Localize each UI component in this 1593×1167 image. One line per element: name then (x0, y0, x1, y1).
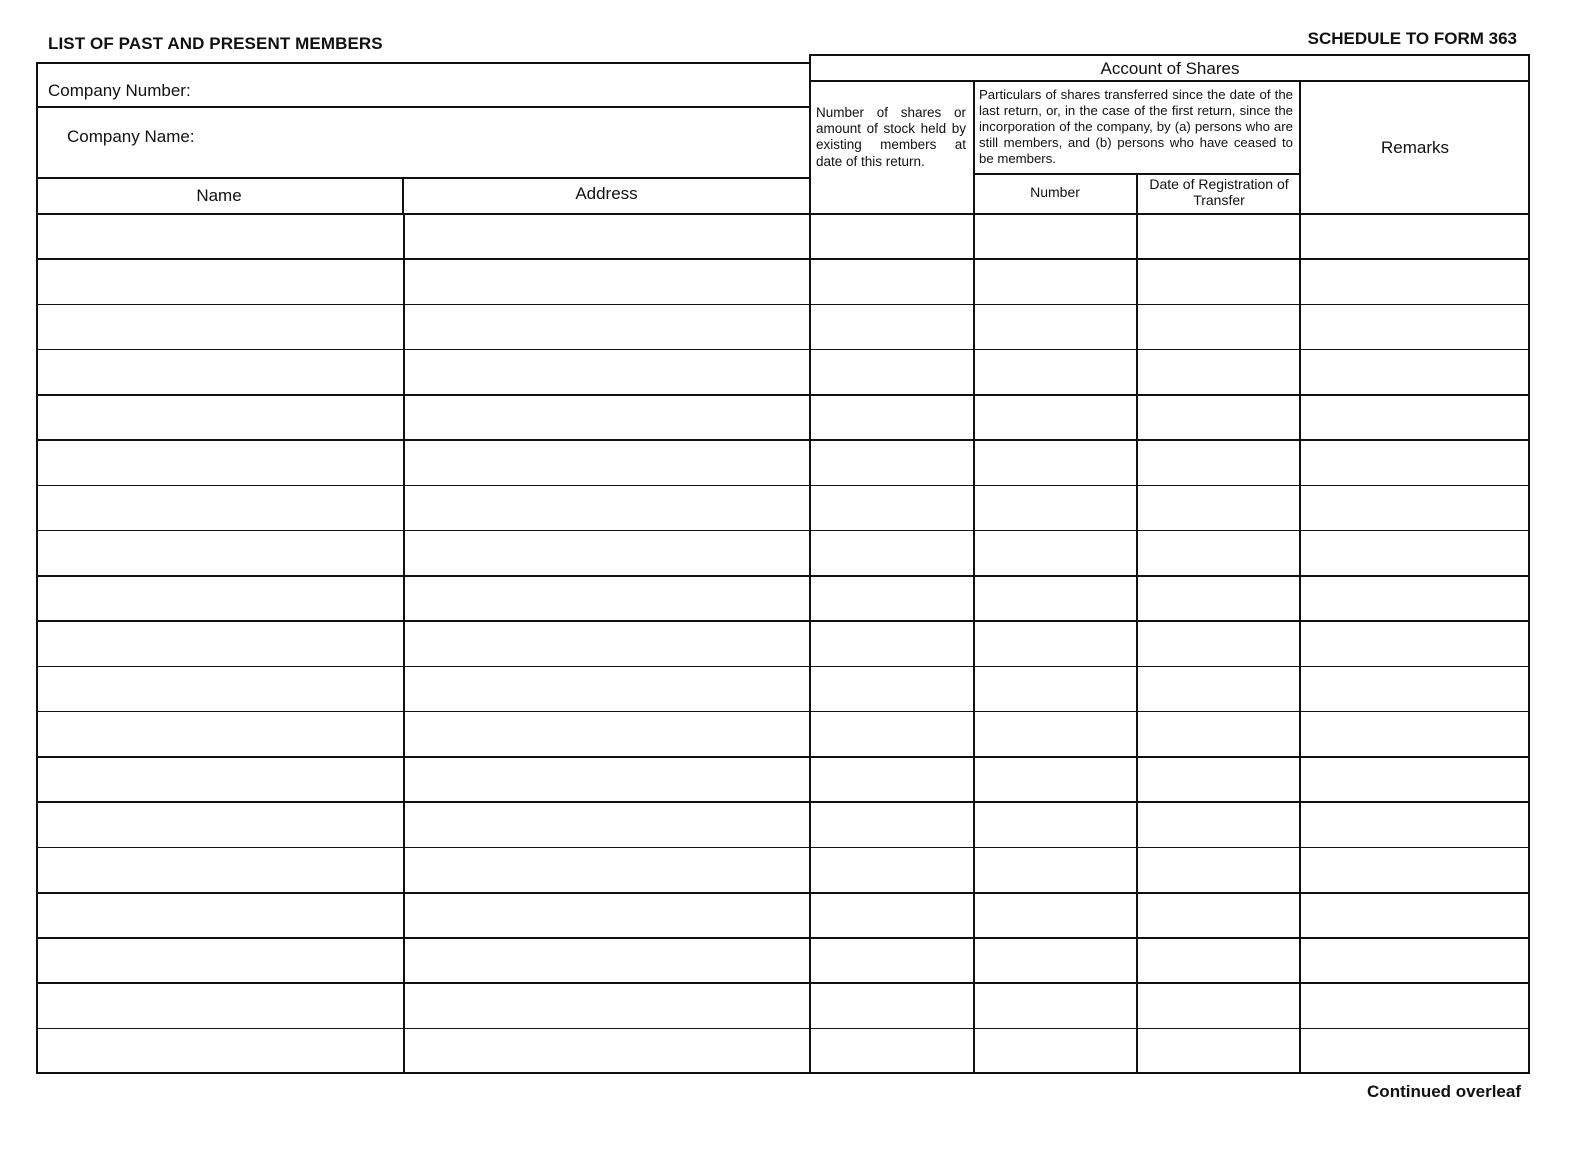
shares-held-cell[interactable] (810, 531, 974, 576)
number-cell[interactable] (974, 848, 1137, 893)
column-divider (1136, 214, 1138, 1074)
shares-held-cell[interactable] (810, 395, 974, 440)
table-row (36, 440, 1530, 485)
remarks-cell[interactable] (1300, 486, 1530, 531)
name-cell[interactable] (36, 848, 403, 893)
date-of-registration-cell[interactable] (1137, 757, 1300, 802)
date-of-registration-cell[interactable] (1137, 802, 1300, 847)
schedule-label: SCHEDULE TO FORM 363 (1307, 29, 1517, 48)
address-cell[interactable] (403, 1029, 810, 1074)
column-divider (809, 214, 811, 1074)
number-cell[interactable] (974, 350, 1137, 395)
date-of-registration-cell[interactable] (1137, 1029, 1300, 1074)
date-of-registration-cell[interactable] (1137, 440, 1300, 485)
number-cell[interactable] (974, 802, 1137, 847)
shares-held-cell[interactable] (810, 983, 974, 1028)
table-row (36, 893, 1530, 938)
shares-held-cell[interactable] (810, 667, 974, 712)
remarks-cell[interactable] (1300, 983, 1530, 1028)
name-cell[interactable] (36, 667, 403, 712)
account-of-shares-header: Account of Shares (1100, 59, 1240, 78)
column-divider (403, 214, 405, 1074)
continued-overleaf: Continued overleaf (1367, 1082, 1521, 1101)
number-cell[interactable] (974, 938, 1137, 983)
company-name-divider (36, 177, 810, 179)
address-cell[interactable] (403, 667, 810, 712)
shares-held-cell[interactable] (810, 757, 974, 802)
number-cell[interactable] (974, 576, 1137, 621)
remarks-cell[interactable] (1300, 350, 1530, 395)
name-cell[interactable] (36, 712, 403, 757)
number-cell[interactable] (974, 667, 1137, 712)
company-number-label: Company Number: (48, 81, 191, 100)
remarks-cell[interactable] (1300, 712, 1530, 757)
address-cell[interactable] (403, 893, 810, 938)
date-of-registration-cell[interactable] (1137, 848, 1300, 893)
name-cell[interactable] (36, 757, 403, 802)
number-cell[interactable] (974, 305, 1137, 350)
date-of-registration-cell[interactable] (1137, 576, 1300, 621)
address-cell[interactable] (403, 395, 810, 440)
remarks-cell[interactable] (1300, 440, 1530, 485)
number-cell[interactable] (974, 214, 1137, 259)
date-of-registration-cell[interactable] (1137, 350, 1300, 395)
name-cell[interactable] (36, 486, 403, 531)
remarks-cell[interactable] (1300, 305, 1530, 350)
shares-held-cell[interactable] (810, 350, 974, 395)
address-cell[interactable] (403, 350, 810, 395)
members-form (36, 54, 1530, 1074)
name-cell[interactable] (36, 621, 403, 666)
form-border-top-left (36, 62, 810, 64)
table-row (36, 712, 1530, 757)
table-row (36, 305, 1530, 350)
remarks-cell[interactable] (1300, 667, 1530, 712)
date-of-registration-cell[interactable] (1137, 531, 1300, 576)
remarks-cell[interactable] (1300, 214, 1530, 259)
number-cell[interactable] (974, 259, 1137, 304)
number-cell[interactable] (974, 893, 1137, 938)
address-cell[interactable] (403, 259, 810, 304)
name-cell[interactable] (36, 802, 403, 847)
number-cell[interactable] (974, 1029, 1137, 1074)
name-cell[interactable] (36, 938, 403, 983)
date-of-registration-cell[interactable] (1137, 893, 1300, 938)
name-cell[interactable] (36, 259, 403, 304)
date-of-registration-cell[interactable] (1137, 214, 1300, 259)
table-row (36, 848, 1530, 893)
account-of-shares-divider (810, 80, 1530, 82)
number-cell[interactable] (974, 757, 1137, 802)
table-row (36, 1029, 1530, 1074)
name-cell[interactable] (36, 576, 403, 621)
table-row (36, 757, 1530, 802)
shares-held-cell[interactable] (810, 576, 974, 621)
address-cell[interactable] (403, 621, 810, 666)
remarks-cell[interactable] (1300, 259, 1530, 304)
remarks-cell[interactable] (1300, 531, 1530, 576)
address-cell[interactable] (403, 305, 810, 350)
date-of-registration-cell[interactable] (1137, 305, 1300, 350)
shares-held-header: Number of shares or amount of stock held by existing members at date of this return. (816, 105, 966, 169)
members-table (36, 214, 1530, 1074)
company-number-divider (36, 106, 810, 108)
shares-held-cell[interactable] (810, 938, 974, 983)
divider-name-address-header (402, 178, 404, 214)
form-border-top-right (810, 54, 1530, 56)
table-row (36, 938, 1530, 983)
date-of-registration-header: Date of Registration of Transfer (1149, 176, 1289, 208)
remarks-cell[interactable] (1300, 893, 1530, 938)
remarks-cell[interactable] (1300, 757, 1530, 802)
table-row (36, 667, 1530, 712)
form-title: LIST OF PAST AND PRESENT MEMBERS (48, 34, 383, 53)
address-cell[interactable] (403, 938, 810, 983)
date-of-registration-cell[interactable] (1137, 712, 1300, 757)
table-row (36, 531, 1530, 576)
date-of-registration-cell[interactable] (1137, 395, 1300, 440)
table-row (36, 259, 1530, 304)
shares-held-cell[interactable] (810, 486, 974, 531)
address-cell[interactable] (403, 757, 810, 802)
number-cell[interactable] (974, 440, 1137, 485)
name-cell[interactable] (36, 395, 403, 440)
company-name-label: Company Name: (67, 127, 195, 146)
address-cell[interactable] (403, 214, 810, 259)
address-cell[interactable] (403, 486, 810, 531)
table-row (36, 214, 1530, 259)
address-cell[interactable] (403, 983, 810, 1028)
column-header-name: Name (196, 186, 242, 205)
date-of-registration-cell[interactable] (1137, 938, 1300, 983)
shares-held-cell[interactable] (810, 621, 974, 666)
table-row (36, 486, 1530, 531)
shares-held-cell[interactable] (810, 214, 974, 259)
name-cell[interactable] (36, 893, 403, 938)
remarks-header: Remarks (1380, 138, 1449, 157)
remarks-cell[interactable] (1300, 848, 1530, 893)
remarks-cell[interactable] (1300, 938, 1530, 983)
shares-held-cell[interactable] (810, 440, 974, 485)
address-cell[interactable] (403, 848, 810, 893)
address-cell[interactable] (403, 531, 810, 576)
number-header: Number (1030, 184, 1080, 200)
address-cell[interactable] (403, 712, 810, 757)
number-cell[interactable] (974, 983, 1137, 1028)
address-cell[interactable] (403, 576, 810, 621)
remarks-cell[interactable] (1300, 802, 1530, 847)
remarks-cell[interactable] (1300, 1029, 1530, 1074)
remarks-cell[interactable] (1300, 576, 1530, 621)
shares-held-cell[interactable] (810, 802, 974, 847)
remarks-cell[interactable] (1300, 621, 1530, 666)
table-row (36, 395, 1530, 440)
table-row (36, 802, 1530, 847)
name-cell[interactable] (36, 983, 403, 1028)
name-cell[interactable] (36, 1029, 403, 1074)
shares-held-cell[interactable] (810, 305, 974, 350)
date-of-registration-cell[interactable] (1137, 667, 1300, 712)
shares-held-cell[interactable] (810, 1029, 974, 1074)
address-cell[interactable] (403, 440, 810, 485)
column-divider (1299, 214, 1301, 1074)
name-cell[interactable] (36, 214, 403, 259)
name-cell[interactable] (36, 305, 403, 350)
shares-held-cell[interactable] (810, 893, 974, 938)
number-cell[interactable] (974, 531, 1137, 576)
number-cell[interactable] (974, 712, 1137, 757)
table-row (36, 576, 1530, 621)
date-of-registration-cell[interactable] (1137, 983, 1300, 1028)
number-cell[interactable] (974, 395, 1137, 440)
particulars-header: Particulars of shares transferred since the date of the last return, or, in the case of the first return, since the incorporation of the company, by (a) persons who are still members, and (b) persons who have ceased to be members. (979, 87, 1293, 166)
name-cell[interactable] (36, 531, 403, 576)
shares-held-cell[interactable] (810, 259, 974, 304)
number-cell[interactable] (974, 621, 1137, 666)
name-cell[interactable] (36, 350, 403, 395)
date-of-registration-cell[interactable] (1137, 259, 1300, 304)
number-cell[interactable] (974, 486, 1137, 531)
column-divider (973, 214, 975, 1074)
shares-held-cell[interactable] (810, 712, 974, 757)
date-of-registration-cell[interactable] (1137, 621, 1300, 666)
table-row (36, 350, 1530, 395)
column-header-address: Address (575, 184, 638, 203)
name-cell[interactable] (36, 440, 403, 485)
shares-held-cell[interactable] (810, 848, 974, 893)
remarks-cell[interactable] (1300, 395, 1530, 440)
date-of-registration-cell[interactable] (1137, 486, 1300, 531)
table-row (36, 621, 1530, 666)
table-row (36, 983, 1530, 1028)
address-cell[interactable] (403, 802, 810, 847)
